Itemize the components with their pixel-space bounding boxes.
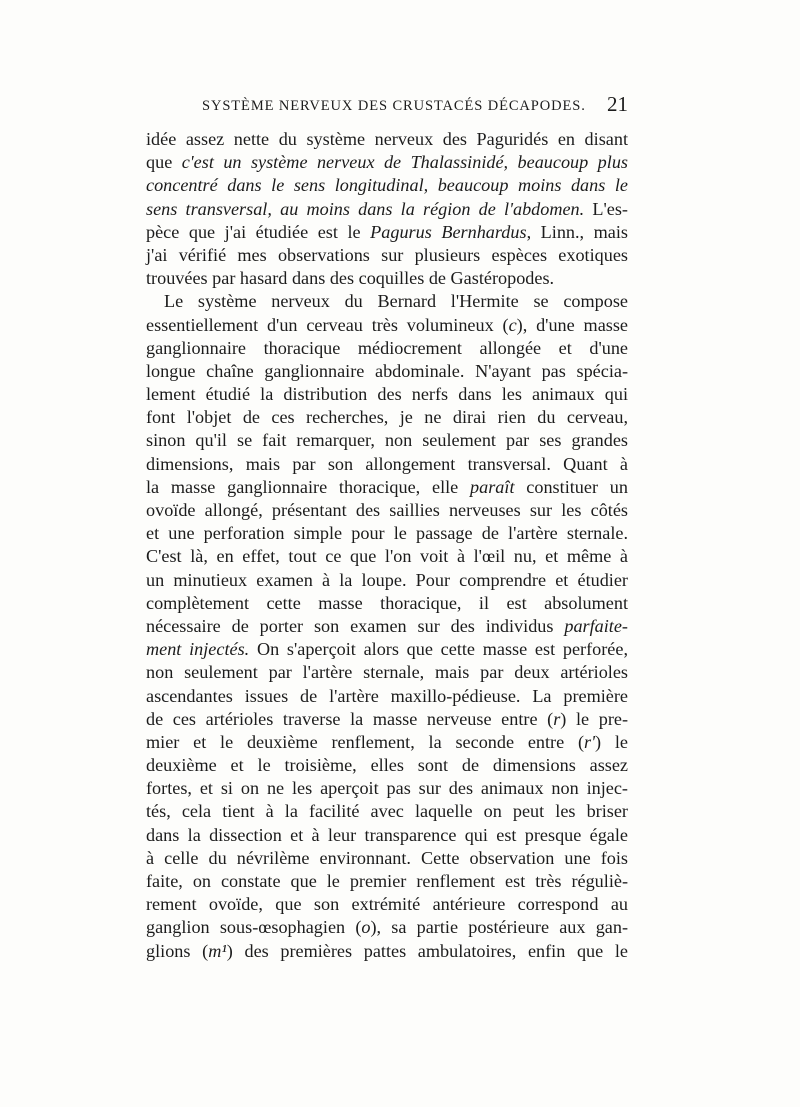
text-run: de ces artérioles traverse la masse nerveuse entre ( bbox=[146, 708, 554, 729]
text-run: ), d'une masse bbox=[516, 314, 628, 335]
text-run: à celle du névrilème environnant. Cette observation une fois bbox=[146, 847, 628, 868]
text-line bbox=[146, 893, 628, 916]
text-line bbox=[146, 522, 628, 545]
text-line bbox=[146, 453, 628, 476]
text-run: glions ( bbox=[146, 940, 209, 961]
text-run: essentiellement d'un cerveau très volumineux ( bbox=[146, 314, 509, 335]
text-run: ganglion sous-œsophagien ( bbox=[146, 917, 362, 938]
text-run: sinon qu'il se fait remarquer, non seulement par ses grandes bbox=[146, 430, 628, 451]
text-line bbox=[146, 615, 628, 638]
italic-run: concentré dans le sens longitudinal, beaucoup moins dans le bbox=[146, 175, 628, 196]
text-line bbox=[146, 661, 628, 684]
text-line bbox=[146, 476, 628, 499]
text-run: constituer un bbox=[514, 476, 628, 497]
text-run: Le système nerveux du Bernard l'Hermite se compose bbox=[164, 291, 628, 312]
text-run: et une perforation simple pour le passage de l'artère sternale. bbox=[146, 523, 628, 544]
text-line bbox=[146, 638, 628, 661]
text-line bbox=[146, 406, 628, 429]
text-run: ) le pre- bbox=[560, 708, 629, 729]
text-line bbox=[146, 916, 628, 939]
italic-run: c'est un système nerveux de Thalassinidé, beaucoup plus bbox=[181, 152, 629, 173]
text-line bbox=[146, 128, 628, 151]
text-run: pèce que j'ai étudiée est le bbox=[146, 221, 371, 242]
text-line bbox=[146, 290, 628, 313]
text-line bbox=[146, 685, 628, 708]
text-line bbox=[146, 267, 628, 290]
running-title: SYSTÈME NERVEUX DES CRUSTACÉS DÉCAPODES. bbox=[202, 98, 586, 114]
text-line bbox=[146, 870, 628, 893]
text-run: faite, on constate que le premier renflement est très réguliè- bbox=[146, 871, 628, 891]
text-line bbox=[146, 221, 628, 244]
italic-run: c bbox=[508, 314, 517, 335]
text-run: fortes, et si on ne les aperçoit pas sur des animaux non injec- bbox=[146, 778, 628, 799]
text-line bbox=[146, 244, 628, 267]
text-line bbox=[146, 429, 628, 452]
running-head bbox=[146, 92, 628, 118]
text-line bbox=[146, 847, 628, 870]
text-run: On s'aperçoit alors que cette masse est perforée, bbox=[249, 639, 628, 660]
text-line bbox=[146, 499, 628, 522]
italic-run: ment injectés. bbox=[146, 639, 250, 660]
italic-run: sens transversal, au moins dans la région de l'abdomen. bbox=[146, 198, 585, 219]
text-run: lement étudié la distribution des nerfs dans les animaux qui bbox=[146, 384, 628, 405]
text-line bbox=[146, 383, 628, 406]
text-run: ), sa partie postérieure aux gan- bbox=[370, 917, 629, 938]
text-line bbox=[146, 545, 628, 568]
text-line bbox=[146, 824, 628, 847]
text-run: deuxième et le troisième, elles sont de dimensions assez bbox=[146, 755, 628, 776]
italic-run: paraît bbox=[470, 476, 515, 497]
text-line bbox=[146, 592, 628, 615]
text-run: j'ai vérifié mes observations sur plusieurs espèces exotiques bbox=[146, 244, 628, 265]
text-line bbox=[146, 360, 628, 383]
text-run: longue chaîne ganglionnaire abdominale. N'ayant pas spécia- bbox=[146, 360, 628, 381]
text-run: ascendantes issues de l'artère maxillo-pédieuse. La première bbox=[146, 685, 628, 706]
text-line bbox=[146, 337, 628, 360]
text-run: ) le bbox=[595, 731, 628, 752]
text-line bbox=[146, 569, 628, 592]
text-run: dans la dissection et à leur transparence qui est presque égale bbox=[146, 824, 628, 845]
text-run: , Linn., mais bbox=[526, 221, 628, 242]
text-line bbox=[146, 754, 628, 777]
text-line bbox=[146, 708, 628, 731]
text-line bbox=[146, 314, 628, 337]
text-run: rement ovoïde, que son extrémité antérieure correspond au bbox=[146, 894, 628, 915]
text-line bbox=[146, 800, 628, 823]
text-run: que bbox=[146, 152, 182, 173]
italic-run: r bbox=[553, 708, 561, 729]
text-run: complètement cette masse thoracique, il est absolument bbox=[146, 592, 628, 613]
text-run: C'est là, en effet, tout ce que l'on voit à l'œil nu, et même à bbox=[146, 546, 628, 567]
text-run: ganglionnaire thoracique médiocrement allongée et d'une bbox=[146, 337, 628, 358]
text-run: idée assez nette du système nerveux des Paguridés en disant bbox=[146, 129, 628, 149]
italic-run: parfaite- bbox=[564, 615, 628, 636]
text-run: L'es- bbox=[584, 198, 628, 219]
text-run: font l'objet de ces recherches, je ne dirai rien du cerveau, bbox=[146, 407, 628, 428]
text-line bbox=[146, 174, 628, 197]
text-line bbox=[146, 198, 628, 221]
text-run: la masse ganglionnaire thoracique, elle bbox=[146, 476, 471, 497]
text-run: tés, cela tient à la facilité avec laquelle on peut les briser bbox=[146, 801, 628, 822]
text-run: trouvées par hasard dans des coquilles de Gastéropodes. bbox=[146, 268, 555, 289]
text-run: ) des premières pattes ambulatoires, enfin que le bbox=[226, 940, 629, 961]
text-run: un minutieux examen à la loupe. Pour comprendre et étudier bbox=[146, 569, 628, 590]
italic-run: m¹ bbox=[208, 940, 227, 961]
body-text bbox=[146, 128, 628, 963]
text-line bbox=[146, 777, 628, 800]
text-run: mier et le deuxième renflement, la seconde entre ( bbox=[146, 731, 585, 752]
text-run: non seulement par l'artère sternale, mais par deux artérioles bbox=[146, 662, 628, 683]
italic-run: o bbox=[361, 917, 371, 938]
text-run: dimensions, mais par son allongement transversal. Quant à bbox=[146, 453, 628, 474]
page-number: 21 bbox=[607, 92, 628, 116]
text-run: ovoïde allongé, présentant des saillies nerveuses sur les côtés bbox=[146, 500, 628, 520]
italic-run: Pagurus Bernhardus bbox=[370, 221, 527, 242]
italic-run: r' bbox=[584, 731, 596, 752]
text-run: nécessaire de porter son examen sur des individus bbox=[146, 615, 565, 636]
text-line bbox=[146, 940, 628, 963]
text-line bbox=[146, 731, 628, 754]
text-line bbox=[146, 151, 628, 174]
